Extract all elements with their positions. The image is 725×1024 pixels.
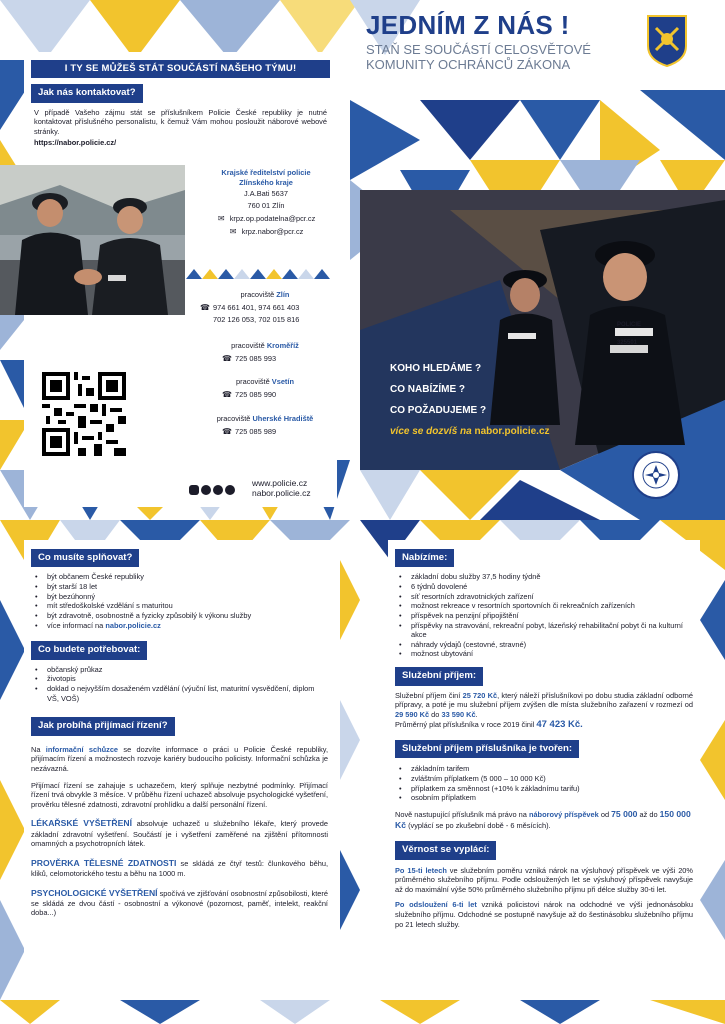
list-item: • příspěvky na stravování, rekreační pobyt, lázeňský rehabilitační pobyt či na kulturní akce xyxy=(395,621,693,640)
loyalty-text-2 xyxy=(395,900,693,929)
process-info-meeting xyxy=(31,745,328,774)
envelope-icon: ✉ xyxy=(229,226,237,236)
bonus-min: 75 000 xyxy=(611,808,638,819)
contact-text: V případě Vašeho zájmu stát se příslušníkem Policie České republiky je nutné kontaktovat příslušného personalistu, k čemuž Vám mohou posloužit náborové webové stránky. xyxy=(34,107,327,137)
recruitment-bonus xyxy=(395,809,693,831)
list-item: • základním tarifem xyxy=(395,764,693,774)
question-require: CO POŽADUJEME ? xyxy=(390,405,487,416)
salary-header: Služební příjem: xyxy=(395,667,483,685)
workplace-city: Kroměříž xyxy=(266,341,299,350)
workplace-city: Zlín xyxy=(276,290,290,299)
question-who: KOHO HLEDÁME ? xyxy=(390,363,482,374)
list-item: • životopis xyxy=(31,674,328,684)
composition-header: Služební příjem příslušníka je tvořen: xyxy=(395,740,579,758)
police-emblem-icon xyxy=(646,14,688,68)
workplace-prefix: pracoviště xyxy=(231,341,265,350)
text-fragment: vzniká policistovi nárok na odchodné ve výši jednonásobku služebního příjmu. Odchodné se postupně navyšuje až do šestinásobku služebního příjmu po 21 letech služby. xyxy=(395,900,693,929)
more-info-prefix: více se dozvíš na xyxy=(390,426,472,437)
contact-link[interactable]: https://nabor.policie.cz/ xyxy=(34,137,117,147)
twitter-icon[interactable] xyxy=(201,485,211,495)
contact-subheader: Jak nás kontaktovat? xyxy=(31,84,143,102)
bring-list xyxy=(31,665,328,704)
qr-code[interactable] xyxy=(42,372,126,456)
loyalty-term-1: Po 15-ti letech xyxy=(395,865,447,875)
workplace-city: Vsetín xyxy=(271,377,294,386)
text-fragment: . xyxy=(475,709,478,719)
text-fragment: (vyplácí se po zkušební době - 6 měsících). xyxy=(408,820,551,830)
loyalty-term-2: Po odsloužení 6-ti let xyxy=(395,900,477,910)
more-info-link[interactable]: nabor.policie.cz xyxy=(474,426,550,437)
list-item: • být zdravotně, osobnostně a fyzicky způsobilý k výkonu služby xyxy=(31,611,328,621)
salary-value-max: 33 590 Kč xyxy=(441,709,476,719)
list-item: • být starší 18 let xyxy=(31,582,328,592)
text-fragment: se skládá ze čtyř testů: člunkového běhu, kliků, celomotorického testu a běhu na 1000 m. xyxy=(31,858,328,878)
list-item: • příplatkem za směnnost (+10% k základnímu tarifu) xyxy=(395,784,693,794)
phone-number[interactable]: 725 085 993 xyxy=(235,353,277,363)
email-1[interactable]: krpz.op.podatelna@pcr.cz xyxy=(229,213,316,223)
web-link-2[interactable]: nabor.policie.cz xyxy=(252,487,311,498)
title-line-1: STAŇ SE SOUČÁSTÍ CELOSVĚTOVÉ xyxy=(366,42,591,57)
offer-list xyxy=(395,572,693,659)
list-item: • základní dobu služby 37,5 hodiny týdně xyxy=(395,572,693,582)
loyalty-text-1 xyxy=(395,866,693,895)
divider-stripe xyxy=(186,269,336,279)
process-medical xyxy=(31,818,328,848)
workplace-uherske-hradiste xyxy=(200,414,330,437)
office-name-2: Zlínského kraje xyxy=(239,177,293,187)
instagram-icon[interactable] xyxy=(189,485,199,495)
text-fragment: Na xyxy=(31,744,41,754)
title-block xyxy=(366,12,646,73)
social-icons xyxy=(189,485,235,495)
vest-label: POLICIE xyxy=(617,322,642,328)
process-header: Jak probíhá přijímací řízení? xyxy=(31,717,175,735)
workplace-zlin xyxy=(200,290,330,325)
list-item: • možnost ubytování xyxy=(395,649,693,659)
salary-value-min: 29 590 Kč xyxy=(395,709,430,719)
fitness-term: PROVĚRKA TĚLESNÉ ZDATNOSTI xyxy=(31,857,177,868)
phone-icon: ☎ xyxy=(222,389,232,399)
text-fragment: Služební příjem činí xyxy=(395,690,461,700)
police-seal-icon xyxy=(631,450,681,500)
questions-block xyxy=(390,364,550,437)
list-item xyxy=(31,621,328,631)
workplace-kromeriz xyxy=(200,341,330,364)
info-meeting-term: informační schůzce xyxy=(45,744,119,754)
list-item: • občanský průkaz xyxy=(31,665,328,675)
contact-panel xyxy=(24,52,337,507)
list-item: • 6 týdnů dovolené xyxy=(395,582,693,592)
email-row-2 xyxy=(202,227,330,237)
office-name-1: Krajské ředitelství policie xyxy=(221,168,311,177)
page-title: JEDNÍM Z NÁS ! xyxy=(366,10,570,40)
badge-number: 325501 xyxy=(617,340,638,346)
phone-number[interactable]: 702 126 053, 702 015 816 xyxy=(213,315,300,325)
salary-average xyxy=(395,719,693,731)
psychological-term: PSYCHOLOGICKÉ VYŠETŘENÍ xyxy=(31,887,158,898)
text-fragment: Průměrný plat příslušníka v roce 2019 činil xyxy=(395,720,535,730)
list-item: • mít středoškolské vzdělání s maturitou xyxy=(31,601,328,611)
office-address-2: 760 01 Zlín xyxy=(247,200,285,210)
police-officers-photo xyxy=(0,165,185,315)
list-item: • zvláštním příplatkem (5 000 – 10 000 Kč) xyxy=(395,774,693,784)
offer-header: Nabízíme: xyxy=(395,549,454,567)
requirements-list xyxy=(31,572,328,630)
contact-header: I TY SE MŮŽEŠ STÁT SOUČÁSTÍ NAŠEHO TÝMU! xyxy=(31,60,330,78)
phone-icon: ☎ xyxy=(222,426,232,436)
list-item: • náhrady výdajů (cestovné, stravné) xyxy=(395,640,693,650)
list-item: • doklad o nejvyšším dosaženém vzdělání (výuční list, maturitní vysvědčení, diplom VŠ, VOŠ) xyxy=(31,684,328,703)
bonus-max: 150 000 Kč xyxy=(395,808,691,830)
text-fragment: ve služebním poměru vzniká nárok na výsluhový příspěvek ve výši 20% průměrného služebního příjmu. Podle odsloužených let se výsluhový příspěvek navyšuje až do maximální výše 50% průměrného služebního příjmu při délce služby 30-ti let. xyxy=(395,865,693,894)
workplace-vsetin xyxy=(200,377,330,400)
bring-header: Co budete potřebovat: xyxy=(31,641,147,659)
envelope-icon: ✉ xyxy=(217,213,225,223)
workplace-prefix: pracoviště xyxy=(216,414,251,423)
workplace-city: Uherské Hradiště xyxy=(252,414,314,423)
phone-icon: ☎ xyxy=(222,353,232,363)
question-offer: CO NABÍZÍME ? xyxy=(390,384,465,395)
composition-list xyxy=(395,764,693,803)
web-link-1[interactable]: www.policie.cz xyxy=(252,478,308,488)
email-2[interactable]: krpz.nabor@pcr.cz xyxy=(241,226,304,236)
offer-panel xyxy=(388,540,700,1000)
workplace-prefix: pracoviště xyxy=(236,377,270,386)
web-links xyxy=(252,479,311,499)
salary-text xyxy=(395,691,693,720)
process-psychological xyxy=(31,888,328,918)
medical-term: LÉKAŘSKÉ VYŠETŘENÍ xyxy=(31,818,132,829)
regional-office xyxy=(202,168,330,237)
text-fragment: se dozvíte informace o práci u Policie České republiky, přijímacím řízení a možnostech rozvoje kariéry budoucího policisty. Informační schůzka je nezávazná. xyxy=(31,744,329,773)
text-fragment: absolvuje uchazeč u služebního lékaře, který provede základní zdravotní vyšetření. Součástí je i vyšetření zaměřené na zjištění přítomnosti omamných a psychotropních látek. xyxy=(31,819,329,849)
loyalty-header: Věrnost se vyplácí: xyxy=(395,841,496,859)
phone-number[interactable]: 974 661 401, 974 661 403 xyxy=(213,302,300,312)
bonus-term: náborový příspěvek xyxy=(528,809,599,819)
list-item: • možnost rekreace v resortních sportovních či rekreačních zařízeních xyxy=(395,601,693,611)
more-info-prefix: více informací na xyxy=(47,620,104,630)
text-fragment: spočívá ve zjišťování osobnostní způsobilosti, které se skládá ze dvou částí - osobnostní a výkonové (pozornost, paměť, intelekt, reakční doba...) xyxy=(31,888,328,918)
requirements-panel xyxy=(24,540,335,1000)
salary-average-value: 47 423 Kč. xyxy=(536,719,583,731)
text-fragment: až do xyxy=(639,809,658,819)
salary-value-start: 25 720 Kč xyxy=(462,690,498,700)
list-item: • síť resortních zdravotnických zařízení xyxy=(395,592,693,602)
workplace-prefix: pracoviště xyxy=(240,290,275,299)
phone-number[interactable]: 725 085 990 xyxy=(235,389,277,399)
text-fragment: , který náleží příslušníkovi po dobu studia základní odborné přípravy, a poté je mu služební příjem zvýšen dle místa služebního zařazení v rozmezí od xyxy=(395,690,694,710)
text-fragment: Nově nastupující příslušník má právo na xyxy=(395,809,527,819)
phone-icon: ☎ xyxy=(200,302,210,312)
title-line-2: KOMUNITY OCHRÁNCŮ ZÁKONA xyxy=(366,56,571,72)
email-row-1 xyxy=(202,214,330,224)
youtube-icon[interactable] xyxy=(213,485,223,495)
requirements-link[interactable]: nabor.policie.cz xyxy=(105,620,161,630)
list-item: • být bezúhonný xyxy=(31,592,328,602)
facebook-icon[interactable] xyxy=(225,485,235,495)
list-item: • příspěvek na penzijní připojištění xyxy=(395,611,693,621)
phone-number[interactable]: 725 085 989 xyxy=(235,426,277,436)
office-address-1: J.A.Bati 5637 xyxy=(244,189,288,199)
process-fitness xyxy=(31,858,328,879)
list-item: • být občanem České republiky xyxy=(31,572,328,582)
text-fragment: od xyxy=(600,809,610,819)
process-description: Přijímací řízení se zahajuje s uchazečem, který splňuje nezbytné podmínky. Přijímací řízení trvá obvykle 3 měsíce. V průběhu řízení uchazeč absolvuje psychologické vyšetření, prověrku tělesné zdatnosti, zdravotní prohlídku a další personální řízení. xyxy=(31,780,328,809)
more-info xyxy=(390,427,550,437)
list-item: • osobním příplatkem xyxy=(395,793,693,803)
text-fragment: do xyxy=(431,709,440,719)
requirements-header: Co musíte splňovat? xyxy=(31,549,139,567)
